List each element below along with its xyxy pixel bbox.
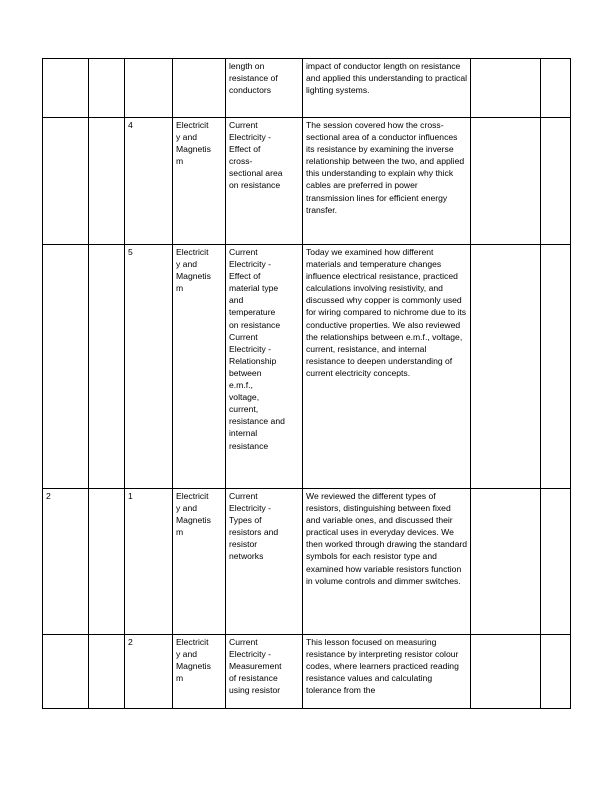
blank-cell xyxy=(471,489,541,635)
table-row xyxy=(43,118,571,245)
topic-cell: Current Electricity - Effect of material type and temperature on resistance Current Electricity - Relationship between e.m.f., voltage, current, resistance and internal resistance xyxy=(226,245,303,489)
subject-cell: Electricit y and Magnetis m xyxy=(173,118,226,245)
blank-cell xyxy=(471,635,541,709)
topic-cell: Current Electricity - Types of resistors and resistor networks xyxy=(226,489,303,635)
summary-cell: This lesson focused on measuring resistance by interpreting resistor colour codes, where learners practiced reading resistance values and calculating tolerance from the xyxy=(303,635,471,709)
lesson-log-table xyxy=(42,58,571,709)
topic-cell: Current Electricity - Measurement of resistance using resistor xyxy=(226,635,303,709)
blank-cell xyxy=(89,489,125,635)
blank-cell xyxy=(541,245,571,489)
topic-cell: length on resistance of conductors xyxy=(226,59,303,118)
week-cell xyxy=(43,635,89,709)
subject-cell: Electricit y and Magnetis m xyxy=(173,635,226,709)
summary-cell: impact of conductor length on resistance and applied this understanding to practical lighting systems. xyxy=(303,59,471,118)
blank-cell xyxy=(541,635,571,709)
lesson-cell: 4 xyxy=(125,118,173,245)
week-cell xyxy=(43,59,89,118)
blank-cell xyxy=(471,245,541,489)
blank-cell xyxy=(89,59,125,118)
blank-cell xyxy=(89,245,125,489)
summary-cell: The session covered how the cross-sectional area of a conductor influences its resistance by examining the inverse relationship between the two, and applied this understanding to explain why thick cables are preferred in power transmission lines for efficient energy transfer. xyxy=(303,118,471,245)
table-row xyxy=(43,245,571,489)
lesson-cell xyxy=(125,59,173,118)
blank-cell xyxy=(89,118,125,245)
blank-cell xyxy=(471,118,541,245)
table-row xyxy=(43,59,571,118)
week-cell xyxy=(43,118,89,245)
blank-cell xyxy=(541,59,571,118)
table-row xyxy=(43,635,571,709)
blank-cell xyxy=(471,59,541,118)
lesson-cell: 5 xyxy=(125,245,173,489)
lesson-cell: 1 xyxy=(125,489,173,635)
blank-cell xyxy=(541,118,571,245)
table-row xyxy=(43,489,571,635)
blank-cell xyxy=(541,489,571,635)
subject-cell: Electricit y and Magnetis m xyxy=(173,489,226,635)
subject-cell xyxy=(173,59,226,118)
topic-cell: Current Electricity - Effect of cross- sectional area on resistance xyxy=(226,118,303,245)
blank-cell xyxy=(89,635,125,709)
subject-cell: Electricit y and Magnetis m xyxy=(173,245,226,489)
summary-cell: Today we examined how different materials and temperature changes influence electrical resistance, practiced calculations involving resistivity, and discussed why copper is commonly used for wiring compared to nichrome due to its conductive properties. We also reviewed the relationships between e.m.f., voltage, current, resistance, and internal resistance to deepen understanding of current electricity concepts. xyxy=(303,245,471,489)
summary-cell: We reviewed the different types of resistors, distinguishing between fixed and variable ones, and discussed their practical uses in everyday devices. We then worked through drawing the standard symbols for each resistor type and examined how variable resistors function in volume controls and dimmer switches. xyxy=(303,489,471,635)
week-cell xyxy=(43,245,89,489)
week-cell: 2 xyxy=(43,489,89,635)
lesson-cell: 2 xyxy=(125,635,173,709)
